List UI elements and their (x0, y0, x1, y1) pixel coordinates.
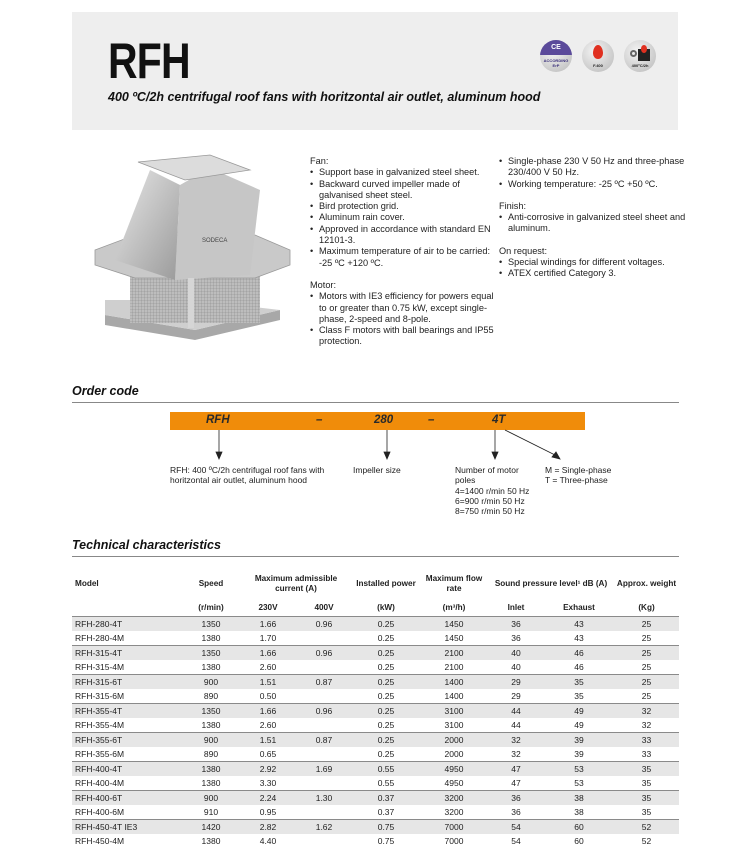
cell-sound-exhaust: 38 (544, 805, 614, 820)
fire-400c-2h-badge-icon (624, 40, 656, 72)
cell-flow: 2100 (420, 660, 488, 675)
table-row (72, 761, 679, 776)
cell-power: 0.25 (352, 674, 420, 689)
cell-sound-exhaust: 43 (544, 616, 614, 631)
technical-title: Technical characteristics (72, 538, 221, 552)
cell-sound-inlet: 54 (488, 819, 544, 834)
cell-sound-inlet: 29 (488, 689, 544, 704)
roof-fan-product-image (90, 150, 295, 345)
table-row (72, 645, 679, 660)
technical-table-body (72, 616, 679, 848)
motor-heading: Motor: (310, 279, 337, 290)
cell-flow: 3200 (420, 805, 488, 820)
cell-sound-inlet: 36 (488, 631, 544, 646)
cell-sound-inlet: 40 (488, 645, 544, 660)
cell-sound-inlet: 32 (488, 747, 544, 762)
cell-current-400v: 0.96 (296, 645, 352, 660)
cell-model: RFH-355-6M (72, 747, 182, 762)
cell-current-400v (296, 718, 352, 733)
specs-left-column (310, 156, 495, 348)
table-row (72, 689, 679, 704)
cell-flow: 2000 (420, 732, 488, 747)
cell-flow: 4950 (420, 776, 488, 791)
cell-flow: 1400 (420, 689, 488, 704)
fan-features-list (310, 167, 495, 269)
cell-weight: 32 (614, 703, 679, 718)
cell-weight: 25 (614, 616, 679, 631)
cell-flow: 1400 (420, 674, 488, 689)
cell-model: RFH-315-4M (72, 660, 182, 675)
cell-sound-exhaust: 46 (544, 660, 614, 675)
cell-model: RFH-400-4M (72, 776, 182, 791)
cell-model: RFH-280-4T (72, 616, 182, 631)
desc-line: M = Single-phase (545, 465, 612, 475)
cell-speed: 1380 (182, 761, 240, 776)
flame-icon (593, 45, 603, 59)
list-item: • Working temperature: -25 ºC +50 ºC. (499, 179, 689, 190)
table-row (72, 819, 679, 834)
cell-current-230v: 0.65 (240, 747, 296, 762)
desc-line: 4=1400 r/min 50 Hz (455, 485, 530, 496)
cell-power: 0.37 (352, 805, 420, 820)
cell-power: 0.25 (352, 732, 420, 747)
cell-power: 0.75 (352, 819, 420, 834)
cell-sound-exhaust: 53 (544, 761, 614, 776)
desc-line: poles (455, 475, 476, 486)
cell-power: 0.25 (352, 616, 420, 631)
cell-speed: 1380 (182, 631, 240, 646)
table-row (72, 616, 679, 631)
cell-current-230v: 0.50 (240, 689, 296, 704)
fan-heading: Fan: (310, 156, 329, 166)
cell-weight: 33 (614, 747, 679, 762)
table-row (72, 631, 679, 646)
table-row (72, 790, 679, 805)
order-code-title: Order code (72, 384, 139, 398)
cell-weight: 35 (614, 790, 679, 805)
cell-model: RFH-315-4T (72, 645, 182, 660)
cell-sound-inlet: 36 (488, 790, 544, 805)
cell-power: 0.25 (352, 718, 420, 733)
cell-model: RFH-315-6M (72, 689, 182, 704)
cell-weight: 35 (614, 776, 679, 791)
section-divider (72, 556, 679, 557)
ce-mark: CE (540, 40, 572, 55)
code-separator: – (428, 414, 435, 426)
cell-flow: 3100 (420, 703, 488, 718)
desc-line: Number of motor (455, 465, 519, 475)
cell-weight: 52 (614, 834, 679, 848)
cell-weight: 25 (614, 631, 679, 646)
cell-weight: 25 (614, 660, 679, 675)
cell-speed: 900 (182, 790, 240, 805)
cell-power: 0.25 (352, 645, 420, 660)
cell-flow: 7000 (420, 819, 488, 834)
cell-weight: 32 (614, 718, 679, 733)
cell-flow: 3200 (420, 790, 488, 805)
list-item: • ATEX certified Category 3. (499, 268, 689, 279)
cell-model: RFH-450-4T IE3 (72, 819, 182, 834)
list-item: • Class F motors with ball bearings and IP55 protection. (310, 325, 495, 348)
cell-speed: 1350 (182, 703, 240, 718)
list-item: • Bird protection grid. (310, 201, 495, 212)
cell-model: RFH-355-4M (72, 718, 182, 733)
on-request-list (499, 257, 689, 280)
cell-current-400v (296, 660, 352, 675)
cell-sound-exhaust: 43 (544, 631, 614, 646)
code-series: RFH (206, 414, 230, 426)
cell-sound-exhaust: 38 (544, 790, 614, 805)
cell-current-230v: 1.66 (240, 703, 296, 718)
cell-model: RFH-355-4T (72, 703, 182, 718)
cell-power: 0.55 (352, 761, 420, 776)
cell-sound-exhaust: 39 (544, 747, 614, 762)
cell-flow: 1450 (420, 616, 488, 631)
cell-current-230v: 1.66 (240, 616, 296, 631)
cell-current-230v: 2.60 (240, 660, 296, 675)
cell-current-230v: 1.70 (240, 631, 296, 646)
table-row (72, 732, 679, 747)
cell-current-400v: 0.96 (296, 703, 352, 718)
arrow-line (505, 430, 557, 456)
cell-current-230v: 1.66 (240, 645, 296, 660)
cell-weight: 35 (614, 761, 679, 776)
cell-current-400v (296, 776, 352, 791)
header-power: Installed power (356, 579, 416, 588)
code-separator: – (316, 414, 323, 426)
cell-sound-exhaust: 60 (544, 834, 614, 848)
cell-power: 0.25 (352, 689, 420, 704)
series-description: RFH: 400 ºC/2h centrifugal roof fans with horitzontal air outlet, aluminum hood (170, 465, 325, 486)
list-item: • Backward curved impeller made of galvanised sheet steel. (310, 179, 495, 202)
unit-weight: (Kg) (638, 602, 655, 612)
cell-power: 0.25 (352, 747, 420, 762)
cell-flow: 2000 (420, 747, 488, 762)
cell-power: 0.75 (352, 834, 420, 848)
cell-sound-inlet: 47 (488, 761, 544, 776)
on-request-heading: On request: (499, 245, 548, 256)
header-sound: Sound pressure level¹ dB (A) (494, 579, 608, 588)
technical-table (72, 570, 679, 848)
table-row (72, 747, 679, 762)
cell-sound-inlet: 40 (488, 660, 544, 675)
code-impeller: 280 (374, 414, 394, 426)
cell-current-400v (296, 631, 352, 646)
table-row (72, 674, 679, 689)
cell-current-230v: 1.51 (240, 732, 296, 747)
header-current: Maximum admissible current (A) (254, 574, 338, 593)
product-title: RFH (108, 33, 190, 89)
cell-model: RFH-450-4M (72, 834, 182, 848)
house-fire-icon (638, 49, 650, 61)
unit-flow: (m³/h) (442, 602, 466, 612)
desc-line: T = Three-phase (545, 475, 608, 486)
header-speed: Speed (198, 579, 224, 588)
header-model: Model (75, 579, 99, 588)
cell-sound-exhaust: 60 (544, 819, 614, 834)
cell-current-400v: 1.30 (296, 790, 352, 805)
cell-current-230v: 2.82 (240, 819, 296, 834)
arrow-head-icon (492, 452, 498, 459)
badge-label: 400ºC/2h (631, 62, 649, 68)
cell-model: RFH-355-6T (72, 732, 182, 747)
order-code-bar (170, 412, 585, 430)
cell-flow: 3100 (420, 718, 488, 733)
cell-current-400v: 0.87 (296, 674, 352, 689)
cell-current-400v: 1.62 (296, 819, 352, 834)
cell-current-230v: 2.92 (240, 761, 296, 776)
cell-flow: 7000 (420, 834, 488, 848)
cell-weight: 52 (614, 819, 679, 834)
list-item: • Special windings for different voltages. (499, 257, 689, 268)
unit-power: (kW) (377, 602, 395, 612)
list-item: • Motors with IE3 efficiency for powers equal to or greater than 0.75 kW, except single-phase, 2-speed and 8-pole. (310, 291, 495, 325)
header-weight: Approx. weight (616, 579, 677, 588)
electrical-list (499, 156, 689, 190)
list-item: • Support base in galvanized steel sheet. (310, 167, 495, 178)
section-divider (72, 402, 679, 403)
cell-sound-inlet: 36 (488, 805, 544, 820)
table-row (72, 660, 679, 675)
cell-speed: 1420 (182, 819, 240, 834)
cell-power: 0.55 (352, 776, 420, 791)
cell-speed: 1350 (182, 645, 240, 660)
cell-current-400v (296, 747, 352, 762)
cell-speed: 1380 (182, 776, 240, 791)
list-item: • Aluminum rain cover. (310, 212, 495, 223)
gear-icon (630, 50, 637, 57)
product-subtitle: 400 ºC/2h centrifugal roof fans with horitzontal air outlet, aluminum hood (108, 90, 541, 104)
cell-sound-inlet: 54 (488, 834, 544, 848)
cell-speed: 1380 (182, 718, 240, 733)
poles-description (455, 465, 529, 516)
cell-speed: 910 (182, 805, 240, 820)
cell-sound-exhaust: 35 (544, 674, 614, 689)
specs-right-column (499, 156, 689, 280)
cell-speed: 1380 (182, 660, 240, 675)
cell-sound-inlet: 44 (488, 703, 544, 718)
cell-speed: 890 (182, 747, 240, 762)
unit-230v: 230V (258, 602, 278, 612)
header-banner (72, 12, 678, 130)
unit-exhaust: Exhaust (563, 602, 595, 612)
cell-flow: 2100 (420, 645, 488, 660)
cell-sound-exhaust: 35 (544, 689, 614, 704)
table-row (72, 805, 679, 820)
arrow-head-icon (552, 452, 560, 459)
cell-power: 0.25 (352, 703, 420, 718)
list-item: • Approved in accordance with standard EN 12101-3. (310, 224, 495, 247)
cell-model: RFH-400-6M (72, 805, 182, 820)
cell-sound-exhaust: 46 (544, 645, 614, 660)
cell-current-400v: 1.69 (296, 761, 352, 776)
motor-features-list (310, 291, 495, 347)
cell-weight: 25 (614, 689, 679, 704)
cell-current-230v: 1.51 (240, 674, 296, 689)
table-row (72, 776, 679, 791)
cell-current-230v: 4.40 (240, 834, 296, 848)
cell-sound-inlet: 29 (488, 674, 544, 689)
unit-inlet: Inlet (507, 602, 525, 612)
cell-speed: 890 (182, 689, 240, 704)
cell-sound-exhaust: 49 (544, 703, 614, 718)
cell-current-230v: 0.95 (240, 805, 296, 820)
finish-heading: Finish: (499, 200, 527, 211)
desc-line: 6=900 r/min 50 Hz (455, 495, 525, 506)
cell-sound-inlet: 44 (488, 718, 544, 733)
cell-flow: 1450 (420, 631, 488, 646)
certification-badges (540, 40, 656, 72)
cell-current-400v: 0.96 (296, 616, 352, 631)
cell-speed: 900 (182, 674, 240, 689)
cell-sound-exhaust: 53 (544, 776, 614, 791)
header-flow: Maximum flow rate (425, 574, 483, 593)
cell-current-400v: 0.87 (296, 732, 352, 747)
cell-model: RFH-315-6T (72, 674, 182, 689)
cell-speed: 900 (182, 732, 240, 747)
badge-label: F.400 (593, 62, 603, 68)
cell-sound-inlet: 47 (488, 776, 544, 791)
cell-sound-exhaust: 39 (544, 732, 614, 747)
cell-model: RFH-400-6T (72, 790, 182, 805)
cell-model: RFH-280-4M (72, 631, 182, 646)
cell-sound-exhaust: 49 (544, 718, 614, 733)
cell-current-230v: 3.30 (240, 776, 296, 791)
impeller-description: Impeller size (353, 465, 401, 475)
cell-model: RFH-400-4T (72, 761, 182, 776)
unit-400v: 400V (314, 602, 334, 612)
table-row (72, 703, 679, 718)
list-item: • Single-phase 230 V 50 Hz and three-phase 230/400 V 50 Hz. (499, 156, 689, 179)
cell-current-400v (296, 689, 352, 704)
cell-weight: 35 (614, 805, 679, 820)
cell-sound-inlet: 36 (488, 616, 544, 631)
svg-text:SODECA: SODECA (202, 238, 228, 244)
phase-description (545, 465, 611, 486)
cell-speed: 1380 (182, 834, 240, 848)
unit-speed: (r/min) (198, 602, 224, 612)
cell-sound-inlet: 32 (488, 732, 544, 747)
fire-f400-badge-icon (582, 40, 614, 72)
desc-line: 8=750 r/min 50 Hz (455, 506, 525, 517)
cell-power: 0.25 (352, 660, 420, 675)
arrow-head-icon (216, 452, 222, 459)
table-row (72, 718, 679, 733)
badge-label: ACCORDING ErP (543, 58, 569, 68)
cell-current-400v (296, 834, 352, 848)
finish-list (499, 212, 689, 235)
arrow-head-icon (384, 452, 390, 459)
table-row (72, 834, 679, 848)
code-motor: 4T (492, 414, 506, 426)
cell-current-400v (296, 805, 352, 820)
cell-current-230v: 2.60 (240, 718, 296, 733)
header-blank (72, 598, 182, 616)
cell-flow: 4950 (420, 761, 488, 776)
cell-current-230v: 2.24 (240, 790, 296, 805)
ce-erp-badge-icon (540, 40, 572, 72)
cell-weight: 25 (614, 645, 679, 660)
cell-weight: 33 (614, 732, 679, 747)
cell-speed: 1350 (182, 616, 240, 631)
list-item: • Anti-corrosive in galvanized steel sheet and aluminum. (499, 212, 689, 235)
cell-weight: 25 (614, 674, 679, 689)
cell-power: 0.25 (352, 631, 420, 646)
list-item: • Maximum temperature of air to be carried: -25 ºC +120 ºC. (310, 246, 495, 269)
cell-power: 0.37 (352, 790, 420, 805)
